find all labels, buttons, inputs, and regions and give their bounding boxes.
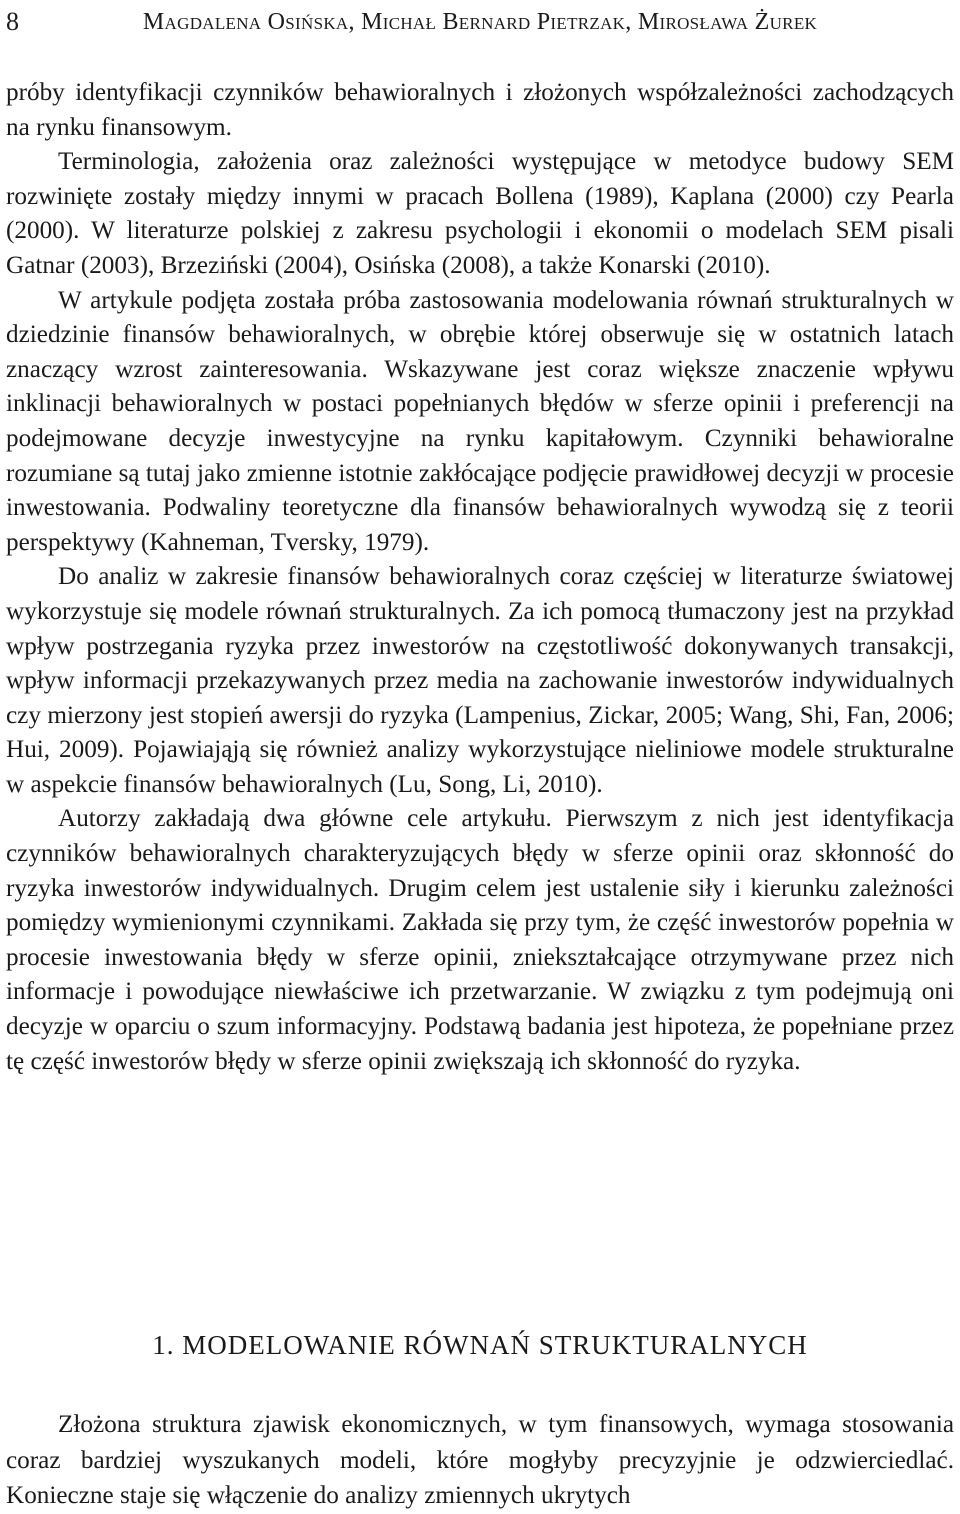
paragraph: Autorzy zakładają dwa główne cele artykułu. Pierwszym z nich jest identyfikacja czynników behawioralnych charakteryzujących błędy w sferze opinii oraz skłonność do ryzyka inwestorów indywidualnych. Drugim celem jest ustalenie siły i kierunku zależności pomiędzy wymienionymi czynnikami. Zakłada się przy tym, że część inwestorów popełnia w procesie inwestowania błędy w sferze opinii, zniekształcające otrzymywane przez nich informacje i powodujące niewłaściwe ich przetwarzanie. W związku z tym podejmują oni decyzje w oparciu o szum informacyjny. Podstawą badania jest hipoteza, że popełniane przez tę część inwestorów błędy w sferze opinii zwiększają ich skłonność do ryzyka. [6,805,954,1075]
paragraph: Do analiz w zakresie finansów behawioralnych coraz częściej w literaturze światowej wykorzystuje się modele równań strukturalnych. Za ich pomocą tłumaczony jest na przykład wpływ postrzegania ryzyka przez inwestorów na częstotliwość dokonywanych transakcji, wpływ informacji przekazywanych przez media na zachowanie inwestorów indywidualnych czy mierzony jest stopień awersji do ryzyka (Lampenius, Zickar, 2005; Wang, Shi, Fan, 2006; Hui, 2009). Pojawiająją się również analizy wykorzystujące nieliniowe modele strukturalne w aspekcie finansów behawioralnych (Lu, Song, Li, 2010). [6,563,954,798]
paragraph-continuation: próby identyfikacji czynników behawioralnych i złożonych współzależności zachodzących na rynku finansowym. [6,79,954,141]
running-header [6,2,954,42]
page-number: 8 [6,7,19,36]
paragraph: Złożona struktura zjawisk ekonomicznych, w tym finansowych, wymaga stosowania coraz bardziej wyszukanych modeli, które mogłyby precyzyjnie je odzwierciedlać. Konieczne staje się włączenie do analizy zmiennych ukrytych [6,1411,954,1509]
body-text [6,76,954,1079]
paragraph: W artykule podjęta została próba zastosowania modelowania równań strukturalnych w dziedzinie finansów behawioralnych, w obrębie której obserwuje się w ostatnich latach znaczący wzrost zainteresowania. Wskazywane jest coraz większe znaczenie wpływu inklinacji behawioralnych w postaci popełnianych błędów w sferze opinii i preferencji na podejmowane decyzje inwestycyjne na rynku kapitałowym. Czynniki behawioralne rozumiane są tutaj jako zmienne istotnie zakłócające podjęcie prawidłowej decyzji w procesie inwestowania. Podwaliny teoretyczne dla finansów behawioralnych wywodzą się z teorii perspektywy (Kahneman, Tversky, 1979). [6,286,954,556]
section-heading: 1. MODELOWANIE RÓWNAŃ STRUKTURALNYCH [152,1330,808,1360]
header-authors: Magdalena Osińska, Michał Bernard Pietrzak, Mirosława Żurek [142,8,818,35]
paragraph: Terminologia, założenia oraz zależności występujące w metodyce budowy SEM rozwinięte zostały między innymi w pracach Bollena (1989), Kaplana (2000) czy Pearla (2000). W literaturze polskiej z zakresu psychologii i ekonomii o modelach SEM pisali Gatnar (2003), Brzeziński (2004), Osińska (2008), a także Konarski (2010). [6,148,954,279]
section-body [6,1407,954,1514]
